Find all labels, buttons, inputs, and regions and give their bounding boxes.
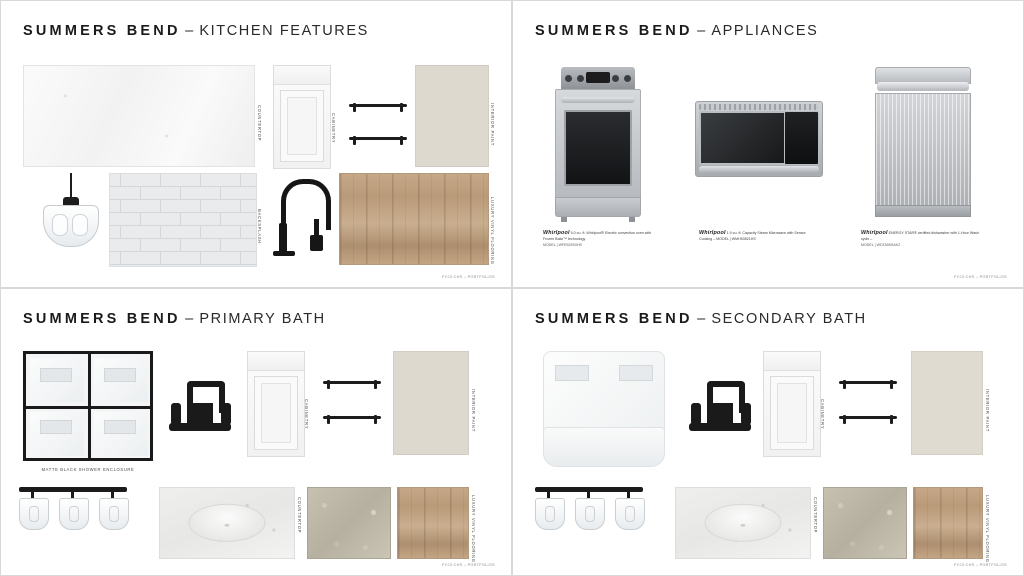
sheet-appliances [512,0,1024,288]
dishwasher-kickplate [875,205,971,217]
range-knob-2 [577,75,584,82]
microwave-door [699,111,787,165]
swatch-interior-paint [911,351,983,455]
room-dash: – [697,311,707,327]
pull-bar [839,381,897,384]
shower-panel-br [94,412,148,456]
swatch-countertop-with-sink [675,487,811,559]
range-oven-door [555,89,641,199]
swatch-carpet [823,487,907,559]
faucet-neck [707,403,733,425]
range-knob-1 [565,75,572,82]
sheet-secondary-bath [512,288,1024,576]
label-interior-paint: INTERIOR PAINT [985,389,990,432]
vanity-light-bar [535,487,643,535]
pull-leg-right [400,103,403,112]
pull-bar [323,381,381,384]
vanity-bulb-3 [109,506,119,522]
swatch-flooring [913,487,983,559]
bath-faucet [689,381,753,437]
range-storage-drawer [555,197,641,217]
pull-leg-left [327,415,330,424]
faucet-handle-right [741,403,751,425]
footer-code: FY23 CHS – PORTFOLIOS [953,563,1007,567]
faucet-handle-left [691,403,701,425]
bath-faucet [169,381,233,437]
pull-leg-left [353,103,356,112]
pull-leg-left [843,380,846,389]
label-cabinetry: CABINETRY [304,399,309,430]
cabinet-pull-2 [349,132,407,146]
range-description: 5.0 cu. ft. Whirlpool® Electric convection oven with Frozen Bake™ technology [543,231,652,242]
range-knob-3 [612,75,619,82]
swatch-cabinetry [247,351,305,457]
faucet-escutcheon [689,423,751,431]
page-title [23,311,326,327]
pendant-rod [70,173,72,199]
vanity-shade-2 [575,498,605,530]
label-countertop: COUNTERTOP [297,497,302,534]
room-name: SECONDARY BATH [711,311,867,327]
microwave-handle [699,166,819,173]
faucet-body [279,223,287,253]
range-display [586,72,610,83]
label-cabinetry: CABINETRY [331,113,336,144]
whirlpool-wordmark-microwave: Whirlpool [699,230,726,236]
vanity-shade-2 [59,498,89,530]
room-dash: – [185,311,195,327]
range-oven-handle [561,97,635,103]
tub-niche-2 [619,365,653,381]
footer-code: FY23 CHS – PORTFOLIOS [953,275,1007,279]
label-flooring: LUXURY VINYL FLOORING [471,495,476,563]
vanity-bulb-1 [545,506,555,522]
label-shower-enclosure: MATTE BLACK SHOWER ENCLOSURE [41,467,135,472]
cabinet-pull-2 [839,411,897,425]
pull-leg-right [400,136,403,145]
page-title [23,23,369,39]
range-caption [543,229,661,248]
room-name: PRIMARY BATH [199,311,326,327]
swatch-countertop-with-sink [159,487,295,559]
faucet-base [273,251,295,256]
faucet-neck [187,403,213,425]
shower-shelf-1 [40,368,72,382]
faucet-sprayhead [310,235,323,251]
swatch-flooring [339,173,489,265]
pendant-light [31,173,111,265]
sheet-primary-bath [0,288,512,576]
whirlpool-wordmark-range: Whirlpool [543,230,570,236]
vanity-light-bar [19,487,127,535]
faucet-handle-right [221,403,231,425]
label-interior-paint: INTERIOR PAINT [471,389,476,432]
swatch-carpet [307,487,391,559]
cabinet-top-rail [764,352,820,371]
swatch-backsplash [109,173,257,267]
label-flooring: LUXURY VINYL FLOORING [985,495,990,563]
sink-basin [188,504,265,542]
page-title [535,23,818,39]
shower-enclosure [23,351,153,461]
cabinet-pull-1 [323,376,381,390]
pull-leg-right [374,380,377,389]
cabinet-door-panel [770,376,814,450]
brand-name: SUMMERS BEND [23,23,181,39]
whirlpool-wordmark-dishwasher: Whirlpool [861,230,888,236]
pull-bar [839,416,897,419]
pull-leg-left [327,380,330,389]
vanity-bulb-2 [585,506,595,522]
microwave-description: 1.9 cu. ft. Capacity Steam Microwave with Sensor Cooking – MODEL | WMH53521HS [699,231,806,242]
swatch-cabinetry [763,351,821,457]
footer-code: FY23 CHS – PORTFOLIOS [441,563,495,567]
microwave-caption [699,229,817,243]
microwave-control-panel [784,111,819,165]
pendant-bulb-left [52,214,68,236]
vanity-bulb-3 [625,506,635,522]
range-oven-window [564,110,632,186]
cabinet-pull-1 [839,376,897,390]
shower-shelf-2 [104,368,136,382]
range-model: MODEL | WFE525S0HS [543,242,582,247]
shower-shelf-3 [40,420,72,434]
page-title [535,311,867,327]
vanity-shade-1 [535,498,565,530]
dishwasher-handle [877,82,969,91]
vanity-shade-1 [19,498,49,530]
tub-shower-combo [543,351,665,467]
vanity-bulb-2 [69,506,79,522]
cabinet-top-rail [274,66,330,85]
kitchen-faucet [281,179,331,259]
faucet-arc [281,179,331,230]
vanity-bulb-1 [29,506,39,522]
range-knob-4 [624,75,631,82]
cabinet-door-panel [254,376,298,450]
cabinet-top-rail [248,352,304,371]
swatch-countertop [23,65,255,167]
label-interior-paint: INTERIOR PAINT [490,103,495,146]
faucet-escutcheon [169,423,231,431]
swatch-flooring [397,487,469,559]
shower-shelf-4 [104,420,136,434]
range-foot-left [561,217,567,222]
brand-name: SUMMERS BEND [535,311,693,327]
pendant-bulb-right [72,214,88,236]
label-backsplash: BACKSPLASH [257,209,262,244]
pull-bar [349,137,407,140]
shower-mullion-horizontal [26,406,150,409]
pull-leg-right [374,415,377,424]
appliance-dishwasher [875,67,971,217]
brand-name: SUMMERS BEND [535,23,693,39]
footer-code: FY23 CHS – PORTFOLIOS [441,275,495,279]
brand-name: SUMMERS BEND [23,311,181,327]
pull-leg-left [353,136,356,145]
dishwasher-description: ENERGY STAR® certified dishwasher with 1-Hour Wash cycle – [861,231,979,242]
cabinet-pull-1 [349,99,407,113]
tub-surround-wall [543,351,665,431]
label-flooring: LUXURY VINYL FLOORING [490,197,495,265]
dishwasher-caption [861,229,979,248]
cabinet-pull-2 [323,411,381,425]
dishwasher-door [875,93,971,207]
label-countertop: COUNTERTOP [813,497,818,534]
room-dash: – [697,23,707,39]
label-countertop: COUNTERTOP [257,105,262,142]
faucet-handle-left [171,403,181,425]
tub-basin [543,427,665,467]
pull-leg-right [890,415,893,424]
cabinet-door-panel [280,90,324,162]
swatch-interior-paint [393,351,469,455]
microwave-vent [699,104,819,110]
pull-bar [349,104,407,107]
vanity-shade-3 [615,498,645,530]
dishwasher-model: MODEL | WDTA50SAKZ [861,242,901,247]
pull-bar [323,416,381,419]
tub-niche-1 [555,365,589,381]
pendant-glass-shade [43,205,99,247]
swatch-interior-paint [415,65,489,167]
appliance-range [555,67,641,217]
appliance-microwave [695,101,823,177]
pull-leg-left [843,415,846,424]
room-name: KITCHEN FEATURES [199,23,369,39]
shower-panel-bl [30,412,84,456]
vanity-shade-3 [99,498,129,530]
label-cabinetry: CABINETRY [820,399,825,430]
room-dash: – [185,23,195,39]
swatch-cabinetry [273,65,331,169]
pull-leg-right [890,380,893,389]
sheet-kitchen-features [0,0,512,288]
range-foot-right [629,217,635,222]
sink-basin [704,504,781,542]
room-name: APPLIANCES [711,23,819,39]
